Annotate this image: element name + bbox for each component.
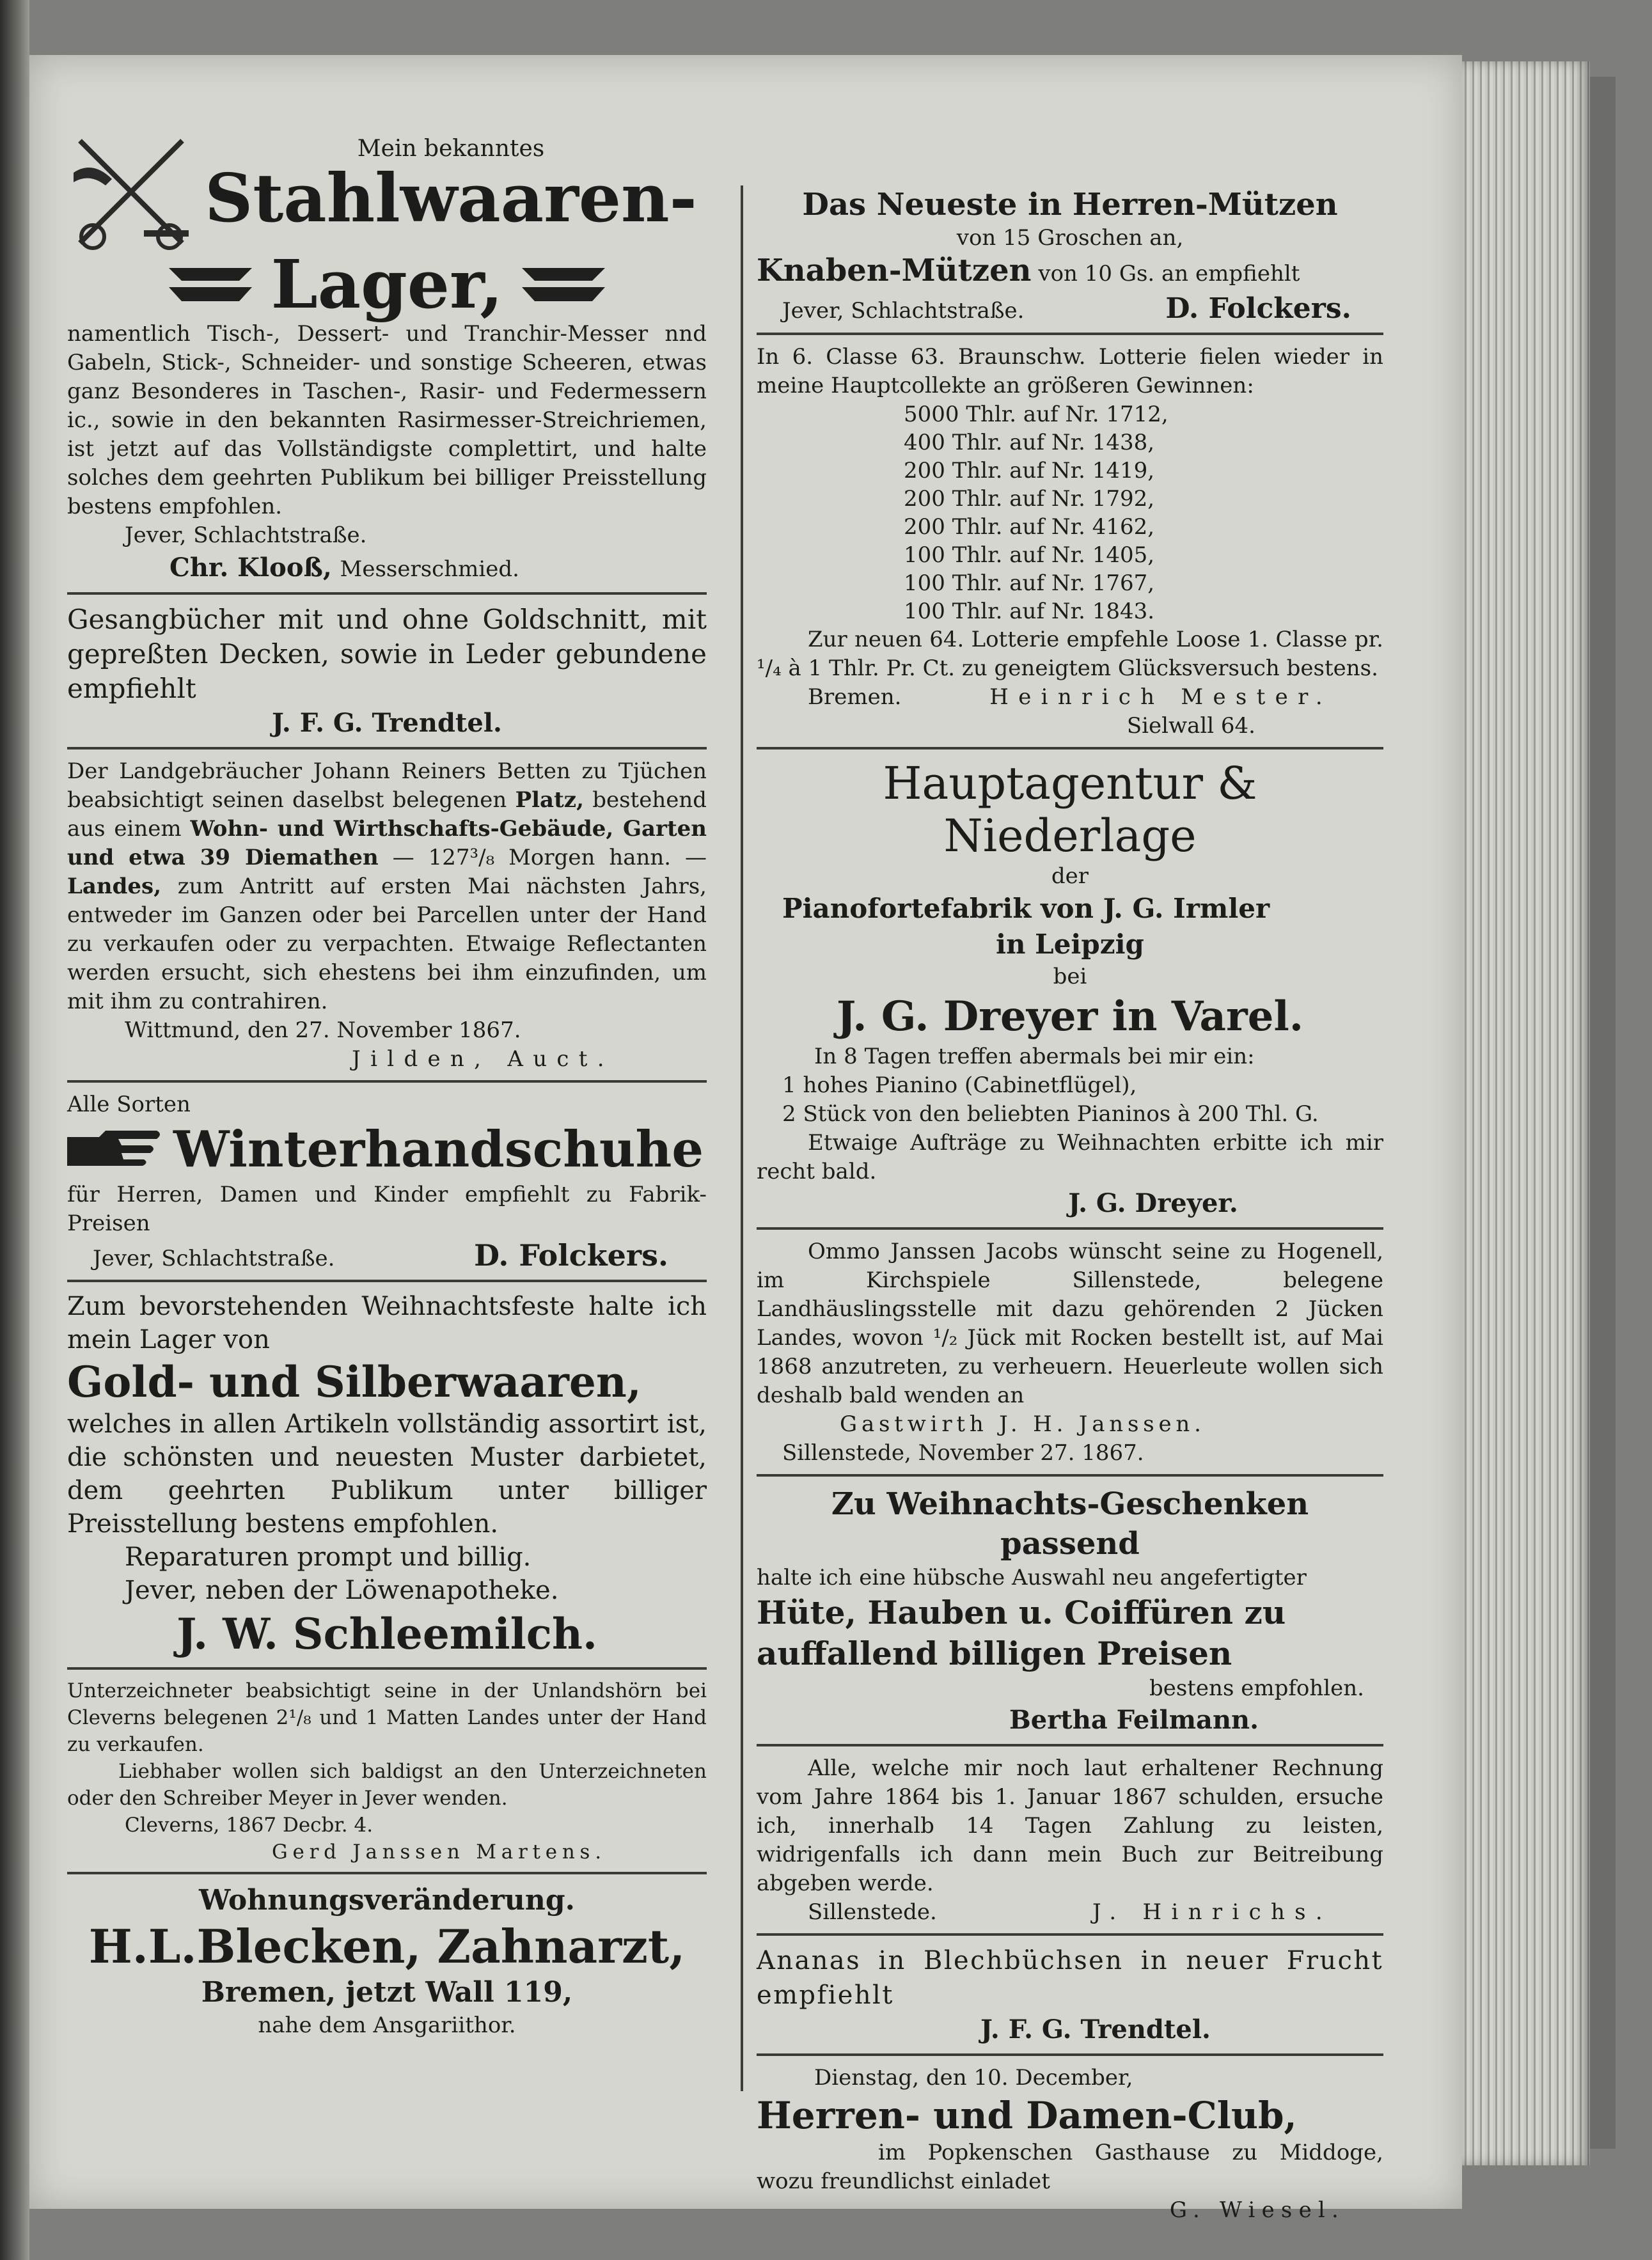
gold-title: Gold- und Silberwaaren, — [67, 1357, 641, 1407]
divider — [757, 1227, 1383, 1230]
lotterie-outro: Zur neuen 64. Lotterie empfehle Loose 1. Classe pr. ¹/₄ à 1 Thlr. Pr. Ct. zu geneigtem Glücksversuch bestens. — [757, 627, 1383, 681]
reiners-bold-gebaeude: Wohn- und Wirthschafts-Gebäude, Garten und etwa 39 Diemathen — [67, 816, 707, 870]
irmler-line1: Pianofortefabrik von J. G. Irmler — [782, 893, 1270, 924]
lotterie-intro: In 6. Classe 63. Braunschw. Lotterie fielen wieder in meine Hauptcollekte an größeren Gewinnen: — [757, 344, 1383, 398]
winter-body: für Herren, Damen und Kinder empfiehlt zu Fabrik-Preisen — [67, 1182, 707, 1236]
irmler-item1: 1 hohes Pianino (Cabinetflügel), — [782, 1072, 1137, 1098]
club-date: Dienstag, den 10. December, — [814, 2065, 1133, 2091]
ad-ananas — [757, 1943, 1383, 2047]
divider — [67, 592, 707, 595]
lotterie-win: 200 Thlr. auf Nr. 1792, — [904, 486, 1155, 512]
jacobs-body: Ommo Janssen Jacobs wünscht seine zu Hogenell, im Kirchspiele Sillenstede, belegene Landhäuslingsstelle mit dazu gehörenden 2 Jücken Landes, wovon ¹/₂ Jück mit Rocken bestellt ist, auf Mai 1868 anzutreten, zu verheuern. Heuerleute wollen sich deshalb bald wenden an — [757, 1239, 1383, 1408]
book-spine — [0, 0, 29, 2260]
left-column — [67, 134, 707, 2040]
feilmann-title: Zu Weihnachts-Geschenken passend — [831, 1486, 1309, 1562]
lotterie-win: 200 Thlr. auf Nr. 1419, — [904, 458, 1155, 483]
club-body: im Popkenschen Gasthause zu Middoge, wozu freundlichst einladet — [757, 2140, 1383, 2194]
stahl-signature-title: Messerschmied. — [340, 556, 519, 582]
ornament-right-icon — [522, 262, 605, 308]
divider — [67, 1280, 707, 1282]
ad-blecken — [67, 1882, 707, 2040]
reiners-body-b: bestehend aus einem — [67, 787, 707, 842]
gesang-body: Gesangbücher mit und ohne Goldschnitt, mit gepreßten Decken, sowie in Leder gebundene empfiehlt — [67, 604, 707, 704]
divider — [757, 1744, 1383, 1746]
muetzen-line2: von 15 Groschen an, — [956, 225, 1184, 251]
muetzen-signature: D. Folckers. — [1165, 292, 1351, 325]
ad-irmler — [757, 757, 1383, 1221]
blecken-head: Wohnungsveränderung. — [199, 1884, 575, 1917]
feilmann-line2: halte ich eine hübsche Auswahl neu angefertigter — [757, 1565, 1307, 1590]
muetzen-line3: von 10 Gs. an empfiehlt — [1038, 261, 1300, 286]
book-cover-edge — [1590, 77, 1616, 2149]
martens-date: Cleverns, 1867 Decbr. 4. — [125, 1814, 374, 1837]
martens-signature: Gerd Janssen Martens. — [272, 1840, 606, 1864]
winter-signature: D. Folckers. — [474, 1238, 668, 1273]
gold-body: welches in allen Artikeln vollständig assortirt ist, die schönsten und neuesten Muster darbietet, dem geehrten Publikum unter billiger Preisstellung bestens empfohlen. — [67, 1409, 707, 1539]
stahl-place: Jever, Schlachtstraße. — [125, 522, 367, 548]
muetzen-place: Jever, Schlachtstraße. — [782, 298, 1025, 324]
winter-lead: Alle Sorten — [67, 1092, 191, 1117]
lotterie-address: Sielwall 64. — [1126, 713, 1255, 739]
muetzen-title: Das Neueste in Herren-Mützen — [802, 187, 1338, 223]
ad-gesangbuecher — [67, 602, 707, 741]
reiners-bold-landes: Landes, — [67, 874, 162, 899]
reiners-signature: Jilden, Auct. — [352, 1046, 614, 1072]
martens-body: Unterzeichneter beabsichtigt seine in der Unlandshörn bei Cleverns belegenen 2¹/₈ und 1 Matten Landes unter der Hand zu verkaufen. — [67, 1679, 707, 1756]
irmler-title: Hauptagentur & Niederlage — [883, 757, 1257, 862]
stahl-title: Stahlwaaren- — [205, 159, 697, 237]
ad-gold-silber — [67, 1290, 707, 1661]
reiners-bold-platz: Platz, — [515, 787, 584, 813]
ad-martens — [67, 1677, 707, 1865]
irmler-body1: In 8 Tagen treffen abermals bei mir ein: — [814, 1044, 1255, 1069]
gold-place: Jever, neben der Löwenapotheke. — [125, 1576, 559, 1605]
divider — [757, 333, 1383, 335]
divider — [757, 1474, 1383, 1477]
lotterie-win: 400 Thlr. auf Nr. 1438, — [904, 430, 1155, 455]
lotterie-win: 200 Thlr. auf Nr. 4162, — [904, 514, 1155, 540]
irmler-item2: 2 Stück von den beliebten Pianinos à 200 Thl. G. — [782, 1101, 1319, 1127]
lotterie-win: 5000 Thlr. auf Nr. 1712, — [904, 402, 1168, 427]
martens-body2: Liebhaber wollen sich baldigst an den Unterzeichneten oder den Schreiber Meyer in Jever wenden. — [67, 1760, 707, 1810]
feilmann-tail: bestens empfohlen. — [1149, 1675, 1364, 1701]
gold-intro: Zum bevorstehenden Weihnachtsfeste halte ich mein Lager von — [67, 1292, 707, 1354]
irmler-line2: in Leipzig — [996, 929, 1144, 960]
hinrichs-place: Sillenstede. — [808, 1899, 937, 1925]
divider — [67, 747, 707, 749]
winter-place: Jever, Schlachtstraße. — [93, 1246, 335, 1271]
ad-reiners — [67, 757, 707, 1074]
reiners-body-a: Der Landgebräucher Johann Reiners Betten zu Tjüchen beabsichtigt seinen daselbst belegenen — [67, 758, 707, 813]
stahl-signature: Chr. Klooß, — [169, 553, 332, 583]
divider — [67, 1667, 707, 1670]
right-column — [757, 134, 1383, 2225]
hinrichs-body: Alle, welche mir noch laut erhaltener Rechnung vom Jahre 1864 bis 1. Januar 1867 schulden, ersuche ich, innerhalb 14 Tagen Zahlung zu leisten, widrigenfalls ich dann mein Buch zur Beitreibung abgeben werde. — [757, 1755, 1383, 1896]
ornament-left-icon — [169, 262, 252, 308]
blecken-address: Bremen, jetzt Wall 119, — [201, 1976, 573, 2009]
divider — [757, 1933, 1383, 1936]
divider — [757, 747, 1383, 749]
ad-stahlwaaren — [67, 134, 707, 586]
blecken-note: nahe dem Ansgariithor. — [258, 2013, 516, 2038]
gesang-signature: J. F. G. Trendtel. — [272, 708, 502, 738]
ad-jacobs — [757, 1237, 1383, 1468]
jacobs-signature: Gastwirth J. H. Janssen. — [840, 1411, 1206, 1437]
page-edges — [1462, 61, 1590, 2165]
lotterie-win: 100 Thlr. auf Nr. 1843. — [904, 599, 1155, 624]
lotterie-win: 100 Thlr. auf Nr. 1405, — [904, 542, 1155, 568]
ad-hinrichs — [757, 1754, 1383, 1927]
lotterie-signature: Heinrich Mester. — [989, 684, 1332, 710]
lotterie-win: 100 Thlr. auf Nr. 1767, — [904, 570, 1155, 596]
irmler-der: der — [1051, 863, 1089, 889]
ad-lotterie — [757, 343, 1383, 741]
ananas-body: Ananas in Blechbüchsen in neuer Frucht empfiehlt — [757, 1946, 1383, 2010]
ad-feilmann — [757, 1484, 1383, 1738]
ad-muetzen — [757, 185, 1383, 326]
lotterie-place: Bremen. — [808, 684, 902, 710]
club-title: Herren- und Damen-Club, — [757, 2094, 1297, 2137]
ad-winterhandschuhe — [67, 1090, 707, 1273]
hinrichs-signature: J. Hinrichs. — [1092, 1899, 1332, 1925]
feilmann-title2: Hüte, Hauben u. Coiffüren zu auffallend billigen Preisen — [757, 1594, 1286, 1672]
ad-club — [757, 2064, 1383, 2225]
stahl-lead: Mein bekanntes — [357, 136, 545, 162]
divider — [757, 2053, 1383, 2056]
club-signature: G. Wiesel. — [1169, 2197, 1345, 2223]
jacobs-date: Sillenstede, November 27. 1867. — [782, 1440, 1144, 1466]
gold-repair: Reparaturen prompt und billig. — [125, 1542, 531, 1572]
divider — [67, 1872, 707, 1874]
muetzen-title2: Knaben-Mützen — [757, 253, 1032, 288]
reiners-date: Wittmund, den 27. November 1867. — [125, 1017, 521, 1043]
feilmann-signature: Bertha Feilmann. — [1009, 1705, 1259, 1735]
irmler-name: J. G. Dreyer in Varel. — [836, 993, 1304, 1040]
divider — [67, 1080, 707, 1083]
blecken-title: H.L.Blecken, Zahnarzt, — [88, 1919, 686, 1974]
reiners-body-d: zum Antritt auf ersten Mai nächsten Jahrs, entweder im Ganzen oder bei Parcellen unter der Hand zu verkaufen oder zu verpachten. Etwaige Reflectanten werden ersucht, sich ehestens bei ihm einzufinden, um mit ihm zu contrahiren. — [67, 874, 707, 1014]
gold-signature: J. W. Schleemilch. — [177, 1609, 597, 1659]
column-divider — [741, 185, 743, 2091]
reiners-body-c: — 127³/₈ Morgen hann. — — [392, 845, 707, 870]
irmler-body2: Etwaige Aufträge zu Weihnachten erbitte ich mir recht bald. — [757, 1130, 1383, 1184]
irmler-signature: J. G. Dreyer. — [1068, 1188, 1238, 1218]
irmler-bei: bei — [1053, 964, 1087, 989]
stahl-title-lager: Lager, — [271, 245, 503, 324]
ananas-signature: J. F. G. Trendtel. — [980, 2014, 1211, 2044]
stahl-body: namentlich Tisch-, Dessert- und Tranchir-Messer nnd Gabeln, Stick-, Schneider- und sonstige Scheeren, etwas ganz Besonderes in Taschen-, Rasir- und Federmessern ic., sowie in den bekannten Rasirmesser-Streichriemen, ist jetzt auf das Vollständigste complettirt, und halte solches dem geehrten Publikum bei billiger Preisstellung bestens empfohlen. — [67, 321, 707, 519]
pointing-hand-icon — [67, 1127, 163, 1172]
cutlery-emblem-icon — [67, 134, 195, 256]
winter-title: Winterhandschuhe — [173, 1120, 704, 1179]
